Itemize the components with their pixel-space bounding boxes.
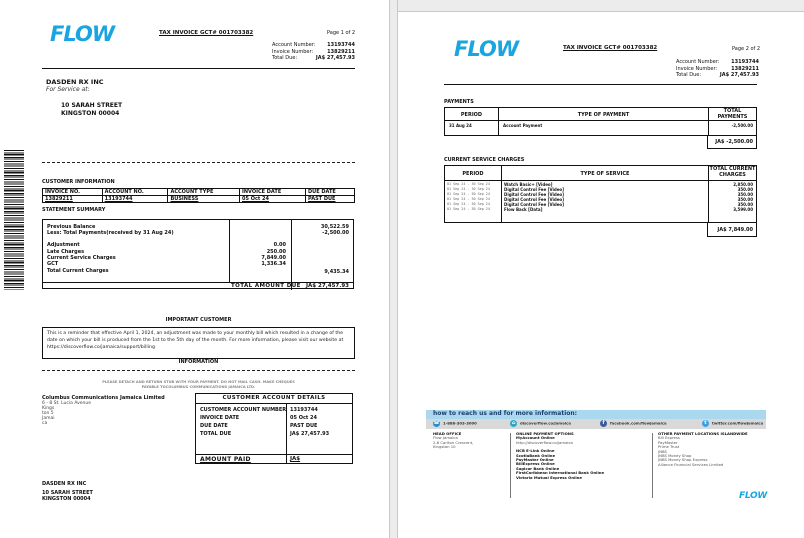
total-amount-due-label: TOTAL AMOUNT DUE <box>231 283 301 289</box>
account-number-value: 13193744 <box>327 42 355 48</box>
service-period: 01 Sep 24 - 30 Sep 24 <box>447 202 490 206</box>
mail-name: DASDEN RX INC <box>42 481 87 487</box>
online-bank: ScotiaBank Online <box>516 452 556 458</box>
service-amount: 350.00 <box>737 187 753 192</box>
phone-icon: ☎ <box>433 420 440 426</box>
service-amount: 2,850.00 <box>733 182 753 187</box>
page-number: Page 1 of 2 <box>327 30 356 36</box>
detail-label: TOTAL DUE <box>200 431 232 437</box>
company-address-line: ton 5 <box>42 411 54 416</box>
current-charges-table <box>444 165 757 223</box>
invoice-page-2 <box>398 12 804 538</box>
invoice-number-value: 13829211 <box>731 65 759 72</box>
payments-title: PAYMENTS <box>444 99 474 105</box>
company-name: Columbus Communications Jamaica Limited <box>42 395 165 401</box>
detach-line-1: PLEASE DETACH AND RETURN STUB WITH YOUR PAYMENT. DO NOT MAIL CASH. MAKE CHEQUES <box>102 380 295 384</box>
head-office-line: Flow Jamaica <box>433 435 458 441</box>
barcode <box>4 150 24 290</box>
other-location: PayMaster <box>658 439 678 445</box>
adjustment-label: Adjustment <box>47 242 80 248</box>
service-amount: 350.00 <box>737 197 753 202</box>
contact-banner <box>426 410 766 419</box>
customer-name: DASDEN RX INC <box>46 78 104 86</box>
other-location: JNBS Money Shop Express <box>658 457 708 463</box>
online-title: ONLINE PAYMENT OPTIONS <box>516 431 574 436</box>
other-location: Alliance Financial Services Limited <box>658 461 724 467</box>
invoice-title: TAX INVOICE GCT# 001703382 <box>563 45 658 51</box>
divider <box>445 180 756 181</box>
page-number: Page 2 of 2 <box>732 46 761 52</box>
account-type-value: BUSINESS <box>168 196 240 203</box>
online-bank: FirstCaribbean International Bank Online <box>516 470 605 476</box>
service-type: Watch Basic+ [Video] <box>504 182 553 187</box>
service-periods <box>447 182 490 212</box>
other-location: Prime Trust <box>658 444 680 450</box>
account-number-value: 13193744 <box>731 59 759 65</box>
payment-type: Account Payment <box>503 123 543 128</box>
notice-box: This is a reminder that effective April 1, 2024, an adjustment was made to your monthly bill which resulted in a change of the date on which your bill is produced from the 1st to the 5th day of the month. For more information, please visit our website at https://discoverflow.co/jamaica/support/billing <box>42 327 355 359</box>
service-address <box>61 102 122 118</box>
head-office-line: 2-6 Carlton Crescent, <box>433 439 474 445</box>
service-period: 01 Sep 24 - 30 Sep 24 <box>447 182 490 186</box>
gct-value: 1,336.34 <box>261 261 286 267</box>
invoice-meta <box>272 42 355 62</box>
page-gutter <box>389 0 398 538</box>
address-line-2: KINGSTON 00004 <box>61 110 120 117</box>
column-divider <box>510 433 511 498</box>
detail-value: PAST DUE <box>290 423 318 429</box>
less-payments-label: Less: Total Payments(received by 31 Aug 24) <box>47 230 174 236</box>
facebook-link[interactable] <box>600 420 667 427</box>
col-due-date: DUE DATE <box>306 189 355 196</box>
website-url: discoverflow.co/jamaica <box>520 420 571 426</box>
service-type: Digital Control Fee [Video] <box>504 202 564 207</box>
account-details-values <box>290 406 329 438</box>
twitter-link[interactable] <box>702 420 763 427</box>
online-bank: Sagicor Bank Online <box>516 465 560 471</box>
online-bank: Victoria Mutual Express Online <box>516 474 582 480</box>
website-link[interactable] <box>510 420 571 427</box>
company-address-line: 6 - 8 St. Lucia Avenue <box>42 401 92 406</box>
account-details-title: CUSTOMER ACCOUNT DETAILS <box>222 395 326 401</box>
mail-address-line-2: KINGSTON 00004 <box>42 495 91 502</box>
company-address <box>42 401 91 426</box>
detach-instructions <box>42 380 355 389</box>
current-charges-title: CURRENT SERVICE CHARGES <box>444 157 525 163</box>
service-types <box>504 182 564 212</box>
previous-balance-value: 30,522.59 <box>320 224 349 230</box>
invoice-date-value: 05 Oct 24 <box>240 196 306 203</box>
online-payment-options <box>516 432 604 480</box>
header-divider <box>42 68 355 69</box>
gct-label: GCT <box>47 261 59 267</box>
other-location: Bill Express <box>658 435 680 441</box>
previous-balance-label: Previous Balance <box>47 224 96 230</box>
late-charges-value: 250.00 <box>266 249 286 255</box>
online-bank: BillExpress Online <box>516 461 555 467</box>
col-period: PERIOD <box>462 171 484 177</box>
notice-title: IMPORTANT CUSTOMER <box>165 317 232 323</box>
col-period: PERIOD <box>460 112 483 118</box>
col-account-type: ACCOUNT TYPE <box>168 189 240 196</box>
facebook-icon: f <box>600 420 607 427</box>
online-url: http://discoverflow.co/jamaica <box>516 439 573 445</box>
service-period: 01 Sep 24 - 30 Sep 24 <box>447 192 490 196</box>
twitter-url: twitter.com/flowjamaica <box>712 420 764 426</box>
statement-summary-title: STATEMENT SUMMARY <box>42 207 106 213</box>
statement-summary-box <box>42 219 354 289</box>
service-amount: 3,599.00 <box>733 207 753 212</box>
service-period: 01 Sep 24 - 30 Sep 24 <box>447 197 490 201</box>
online-bank: PayMaster Online <box>516 457 554 463</box>
late-charges-label: Late Charges <box>47 249 85 255</box>
detail-value: 13193744 <box>290 407 318 413</box>
notice-footer: INFORMATION <box>178 359 219 365</box>
payment-period: 31 Aug 24 <box>449 123 472 128</box>
amount-paid-label: AMOUNT PAID <box>200 456 251 463</box>
phone-contact[interactable] <box>433 420 477 427</box>
col-account-no: ACCOUNT NO. <box>102 189 168 196</box>
dashed-divider <box>42 162 355 163</box>
detail-label: INVOICE DATE <box>200 415 240 421</box>
less-payments-value: -2,500.00 <box>322 230 349 236</box>
detach-line <box>42 370 355 371</box>
amount-paid-field: JA$ <box>290 456 301 462</box>
divider <box>445 120 756 121</box>
payments-table <box>444 107 757 136</box>
customer-info-table <box>42 188 355 203</box>
flow-logo: FLOW <box>50 22 114 46</box>
head-office <box>433 432 473 450</box>
service-period: 01 Sep 24 - 30 Sep 24 <box>447 187 490 191</box>
total-current-value: 9,435.34 <box>324 269 349 275</box>
phone-number: 1-888-303-3000 <box>443 420 477 426</box>
invoice-number-label: Invoice Number: <box>676 65 718 72</box>
col-total-current-charges: TOTAL CURRENT CHARGES <box>709 166 756 178</box>
payments-total: JA$ -2,500.00 <box>707 135 757 149</box>
other-location: JNBS Money Shop <box>658 453 692 459</box>
col-type-of-payment: TYPE OF PAYMENT <box>577 112 630 118</box>
invoice-meta <box>676 59 759 79</box>
mail-address <box>42 491 93 502</box>
divider <box>196 454 352 455</box>
total-due-value: JA$ 27,457.93 <box>315 55 355 61</box>
customer-account-details-box <box>195 393 353 464</box>
twitter-icon: t <box>702 420 709 427</box>
flow-logo: FLOW <box>454 37 518 61</box>
divider <box>196 403 352 404</box>
column-divider <box>291 220 292 290</box>
detail-label: CUSTOMER ACCOUNT NUMBER <box>200 407 287 413</box>
detail-value: JA$ 27,457.93 <box>290 431 330 437</box>
company-address-line: Kings <box>42 406 55 411</box>
total-due-value: JA$ 27,457.93 <box>719 72 759 78</box>
service-at-label: For Service at: <box>46 86 90 93</box>
contact-channels <box>426 419 766 429</box>
due-date-value: PAST DUE <box>306 196 355 203</box>
account-number-label: Account Number: <box>272 42 316 48</box>
service-type: Digital Control Fee [Video] <box>504 197 564 202</box>
service-amount: 350.00 <box>737 192 753 197</box>
header-divider <box>444 84 757 85</box>
service-type: Digital Control Fee [Video] <box>504 187 564 192</box>
account-number-label: Account Number: <box>676 59 720 65</box>
service-amount: 350.00 <box>737 202 753 207</box>
account-no-value: 13193744 <box>102 196 168 203</box>
account-details-labels <box>200 406 286 438</box>
online-bank: NCB E-Link Online <box>516 448 555 454</box>
other-payment-locations <box>658 432 748 467</box>
company-address-line: Jamai <box>42 416 55 421</box>
company-address-line: ca <box>42 421 48 426</box>
invoice-number-value: 13829211 <box>327 48 355 55</box>
invoice-title: TAX INVOICE GCT# 001703382 <box>159 30 254 36</box>
col-invoice-no: INVOICE NO. <box>43 189 103 196</box>
customer-info-title: CUSTOMER INFORMATION <box>42 179 115 185</box>
viewer-top-band <box>398 0 804 12</box>
online-myaccount: MyAccount Online <box>516 435 555 441</box>
column-divider <box>652 433 653 498</box>
service-type: Flow Back [Data] <box>504 207 543 212</box>
mail-address-line-1: 10 SARAH STREET <box>42 490 93 496</box>
current-service-value: 7,849.00 <box>261 255 286 261</box>
address-line-1: 10 SARAH STREET <box>61 102 123 109</box>
detail-label: DUE DATE <box>200 423 228 429</box>
facebook-url: facebook.com/flowjamaica <box>610 420 667 426</box>
invoice-number-label: Invoice Number: <box>272 48 314 55</box>
adjustment-value: 0.00 <box>273 242 286 248</box>
detail-value: 05 Oct 24 <box>290 415 318 421</box>
col-invoice-date: INVOICE DATE <box>240 189 306 196</box>
head-office-title: HEAD OFFICE <box>433 431 462 436</box>
total-due-label: Total Due: <box>272 55 298 61</box>
col-total-payments: TOTAL PAYMENTS <box>717 108 748 120</box>
payment-amount: -2,500.00 <box>731 123 753 128</box>
service-type: Digital Control Fee [Video] <box>504 192 564 197</box>
current-charges-total: JA$ 7,849.00 <box>707 222 757 237</box>
invoice-page-1 <box>0 0 389 538</box>
column-divider <box>229 220 230 282</box>
invoice-no-value: 13829211 <box>43 196 103 203</box>
other-location: JNBS <box>658 448 667 454</box>
total-current-label: Total Current Charges <box>47 268 109 274</box>
service-period: 01 Sep 24 - 30 Sep 24 <box>447 207 490 211</box>
footer-flow-logo: FLOW <box>739 491 767 501</box>
other-title: OTHER PAYMENT LOCATIONS ISLANDWIDE <box>658 431 748 436</box>
home-icon: ⌂ <box>511 420 516 426</box>
total-amount-due-value: JA$ 27,457.93 <box>305 283 349 289</box>
contact-banner-title: how to reach us and for more information: <box>433 410 578 417</box>
total-due-label: Total Due: <box>676 72 702 78</box>
detach-line-2: PAYABLE TOCOLUMBUS COMMUNICATIONS JAMAICA LTD. <box>141 384 256 389</box>
service-amounts <box>733 182 753 212</box>
head-office-line: Kingston 10 <box>433 444 456 450</box>
col-type-of-service: TYPE OF SERVICE <box>580 171 630 177</box>
current-service-label: Current Service Charges <box>47 255 116 261</box>
